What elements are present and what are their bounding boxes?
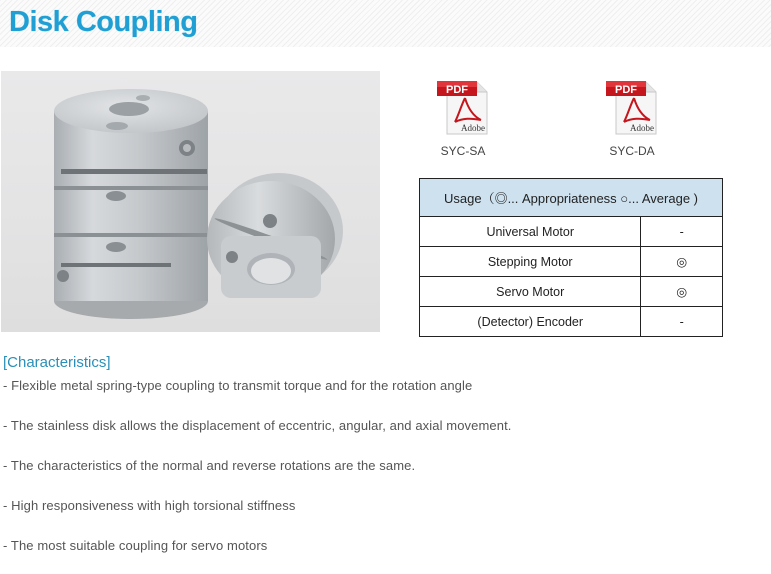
- motor-type-cell: (Detector) Encoder: [420, 307, 641, 337]
- motor-type-cell: Stepping Motor: [420, 247, 641, 277]
- page-title: Disk Coupling: [9, 6, 198, 38]
- usage-table-header-row: [420, 179, 723, 217]
- download-label: SYC-DA: [609, 144, 655, 158]
- rating-cell: ◎: [641, 277, 723, 307]
- svg-text:Adobe: Adobe: [461, 123, 485, 133]
- characteristics-heading: [Characteristics]: [3, 354, 111, 371]
- table-row: [420, 307, 723, 337]
- rating-cell: -: [641, 217, 723, 247]
- download-syc-da-link[interactable]: [592, 78, 672, 158]
- characteristic-item: - High responsiveness with high torsional stiffness: [3, 498, 296, 513]
- characteristic-item: - The stainless disk allows the displacement of eccentric, angular, and axial movement.: [3, 418, 512, 433]
- page-header: [0, 0, 771, 47]
- usage-table: [419, 178, 723, 337]
- svg-text:PDF: PDF: [446, 84, 468, 96]
- svg-text:PDF: PDF: [615, 84, 637, 96]
- rating-cell: -: [641, 307, 723, 337]
- characteristic-item: - Flexible metal spring-type coupling to transmit torque and for the rotation angle: [3, 378, 473, 393]
- usage-table-header: Usage（◎... Appropriateness ○... Average ): [420, 179, 723, 217]
- motor-type-cell: Universal Motor: [420, 217, 641, 247]
- table-row: [420, 217, 723, 247]
- table-row: [420, 277, 723, 307]
- product-photo: [1, 71, 380, 332]
- pdf-adobe-icon: [435, 78, 491, 136]
- disk-coupling-illustration: [1, 71, 380, 332]
- table-row: [420, 247, 723, 277]
- pdf-adobe-icon: [604, 78, 660, 136]
- download-label: SYC-SA: [440, 144, 486, 158]
- download-syc-sa-link[interactable]: [423, 78, 503, 158]
- rating-cell: ◎: [641, 247, 723, 277]
- characteristic-item: - The characteristics of the normal and reverse rotations are the same.: [3, 458, 416, 473]
- svg-text:Adobe: Adobe: [630, 123, 654, 133]
- characteristic-item: - The most suitable coupling for servo motors: [3, 538, 268, 553]
- motor-type-cell: Servo Motor: [420, 277, 641, 307]
